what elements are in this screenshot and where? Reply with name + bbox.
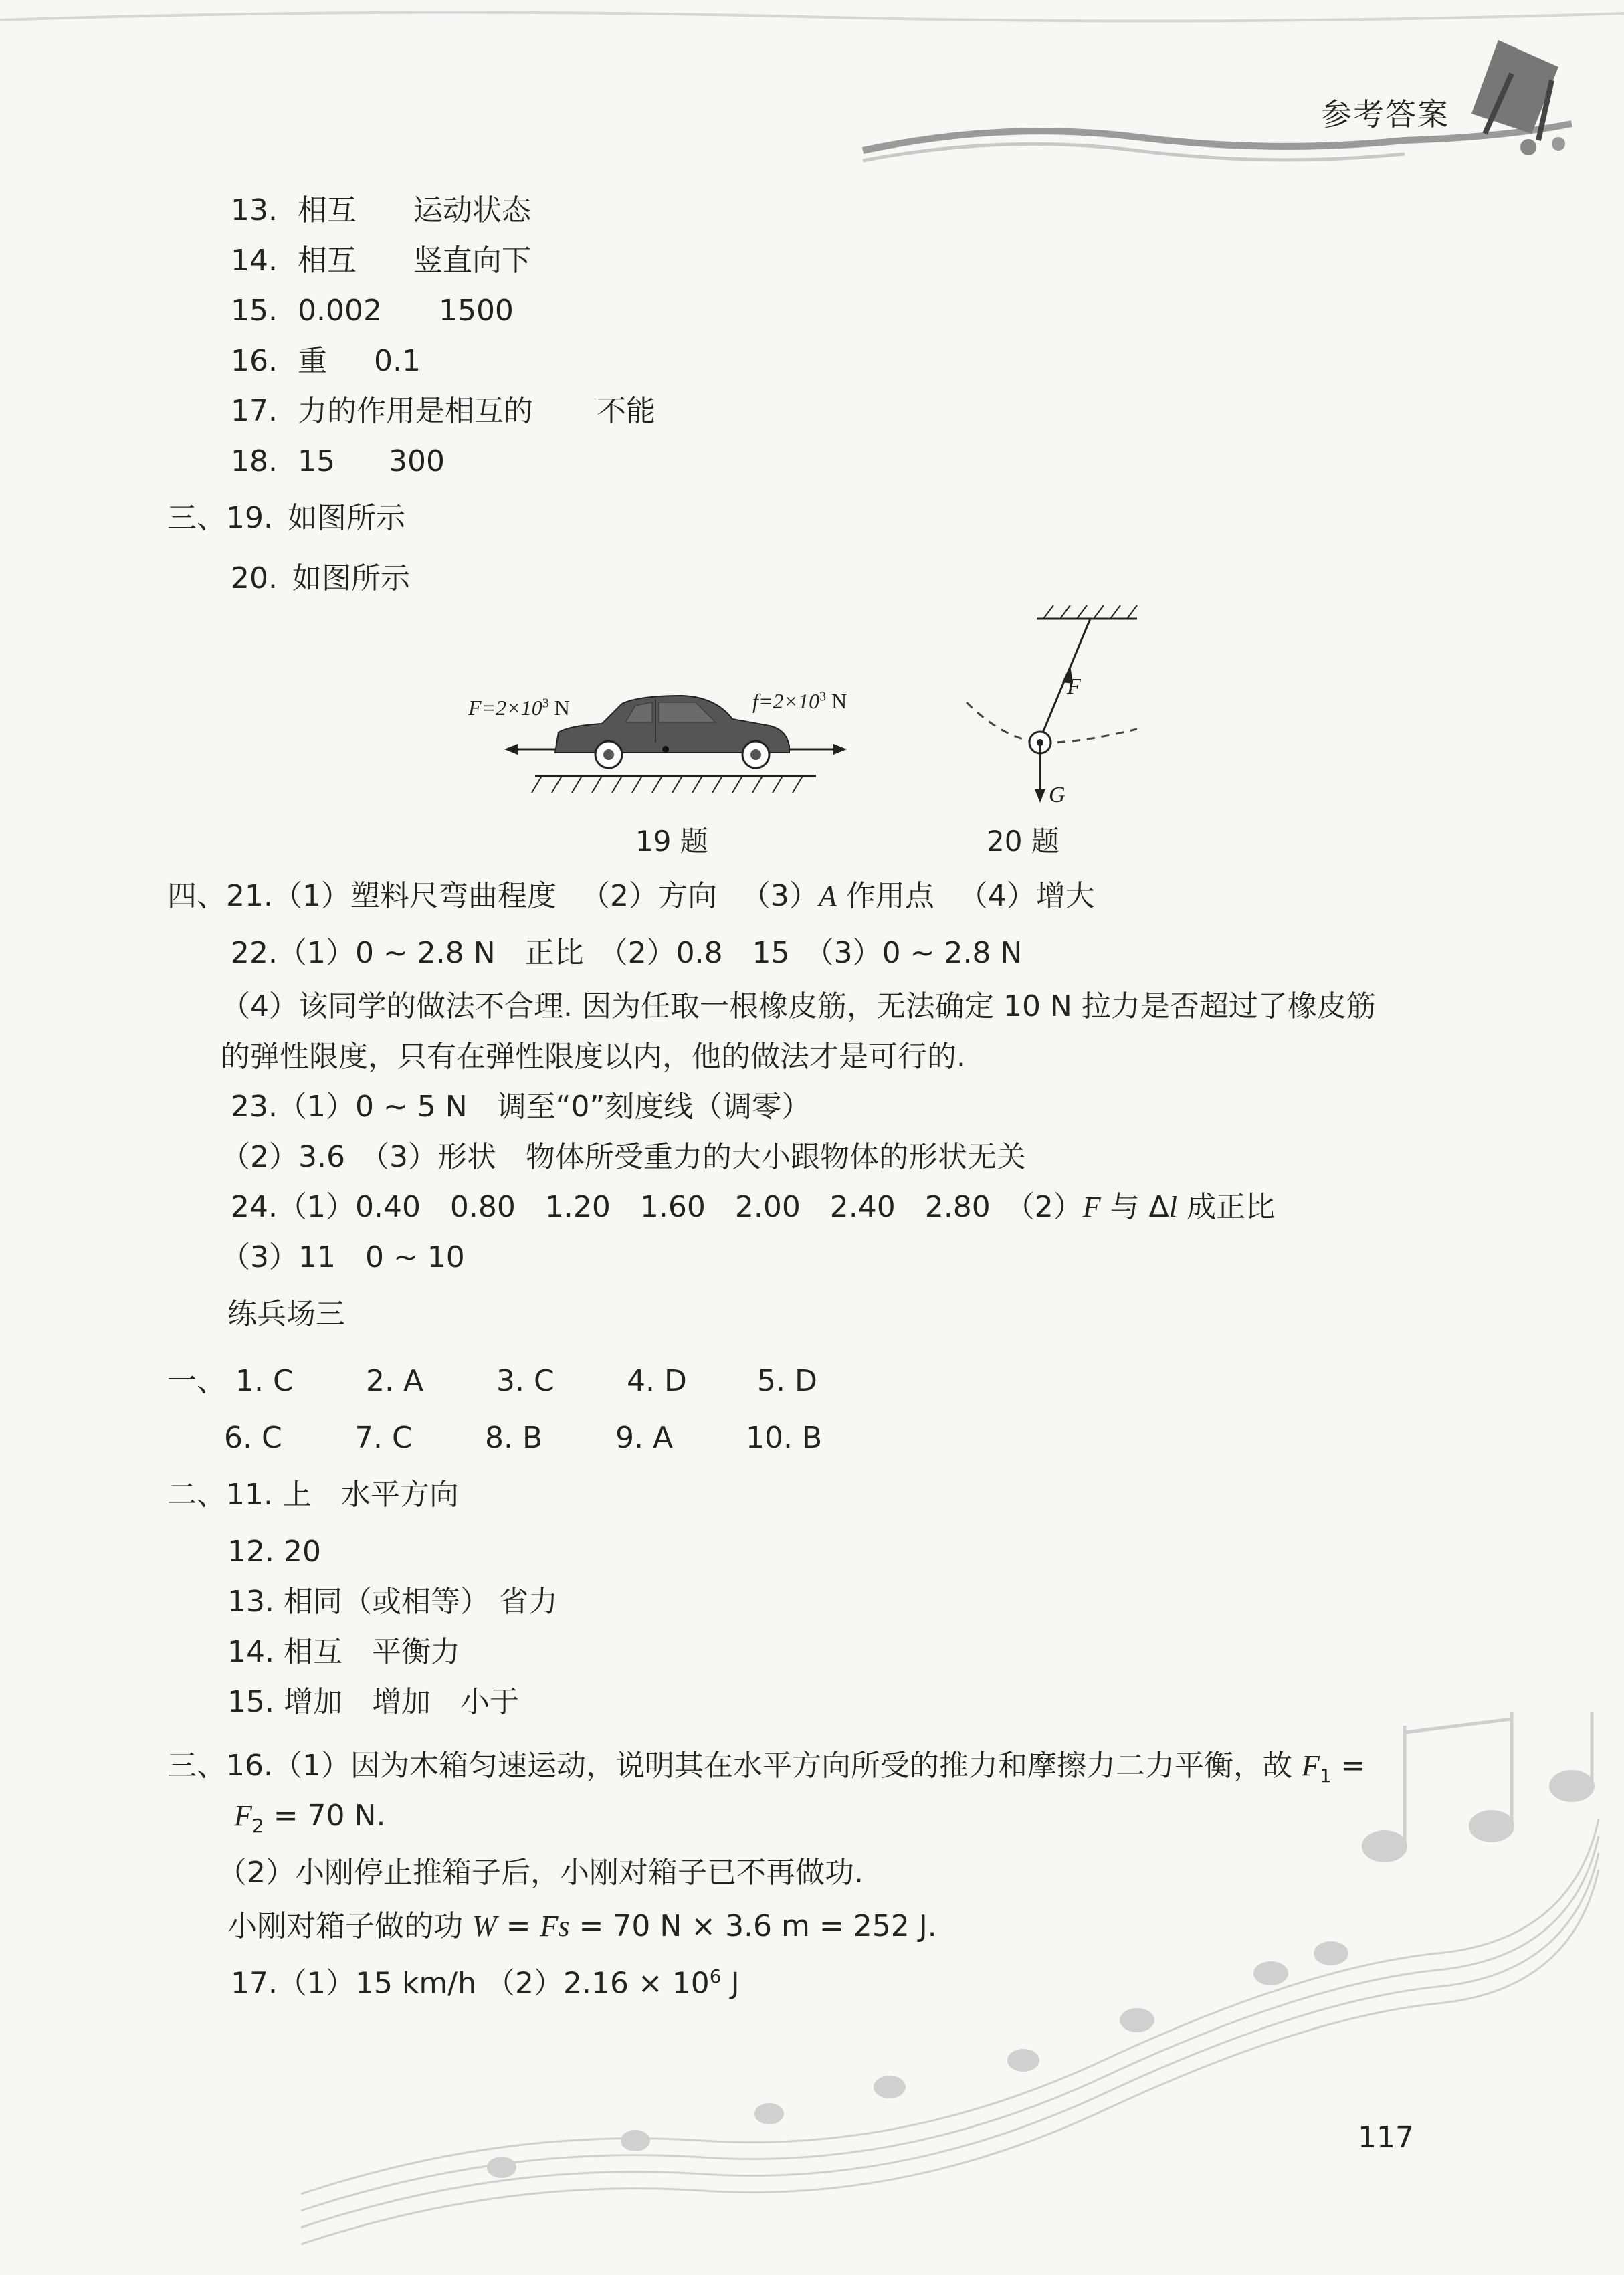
fill-q15: 15. 增加 增加 小于 <box>227 1685 519 1719</box>
label-F-push: $F=2\times 10^3$ N <box>468 696 570 720</box>
figure-20-caption: 20 题 <box>987 825 1059 858</box>
answer-line-24-1: 24.（1）0.40 0.80 1.20 1.60 2.00 2.40 2.80 （2）F 与 Δl 成正比 <box>231 1190 1275 1224</box>
answer-line-19: 三、19. 如图所示 <box>167 501 405 535</box>
answer-line-16: 16. 重 0.1 <box>231 344 421 378</box>
calc-q16-line1: 三、16.（1）因为木箱匀速运动，说明其在水平方向所受的推力和摩擦力二力平衡，故 $F_1$ = <box>167 1749 1366 1787</box>
label-G-gravity: G <box>1049 783 1065 807</box>
music-staff-decoration <box>301 1712 1624 2274</box>
answer-line-23-1: 23.（1）0 ~ 5 N 调至“0”刻度线（调零） <box>231 1090 811 1124</box>
fill-q11: 二、11. 上 水平方向 <box>167 1478 459 1512</box>
answer-line-17: 17. 力的作用是相互的 不能 <box>231 394 655 428</box>
fill-q14: 14. 相互 平衡力 <box>227 1635 460 1669</box>
answer-line-20: 20. 如图所示 <box>231 561 410 595</box>
calc-q16-line2: $F_2 = 70$ N. <box>234 1799 386 1837</box>
header-wave-decoration <box>0 0 1624 174</box>
answer-line-21: 四、21.（1）塑料尺弯曲程度 （2）方向 （3）A 作用点 （4）增大 <box>167 879 1095 913</box>
answer-line-22-1: 22.（1）0 ~ 2.8 N 正比 （2）0.8 15 （3）0 ~ 2.8 N <box>231 936 1023 970</box>
answer-line-22-3: 的弹性限度，只有在弹性限度以内，他的做法才是可行的. <box>221 1040 966 1074</box>
answer-line-18: 18. 15 300 <box>231 444 445 478</box>
label-F-tension: F <box>1067 674 1081 699</box>
calc-q16-line4: 小刚对箱子做的功 W = Fs = 70 N × 3.6 m = 252 J. <box>227 1909 937 1943</box>
figure-19-car-diagram <box>495 662 870 796</box>
mc-row-2: 6. C 7. C 8. B 9. A 10. B <box>224 1421 823 1455</box>
answer-line-23-2: （2）3.6 （3）形状 物体所受重力的大小跟物体的形状无关 <box>221 1140 1026 1174</box>
figure-19-caption: 19 题 <box>635 825 708 858</box>
ground-hatching <box>532 776 803 793</box>
answer-line-24-2: （3）11 0 ~ 10 <box>221 1240 465 1274</box>
calc-q17: 17.（1）15 km/h $(2)2.16 \times 10^6$ J <box>231 1965 740 2001</box>
gravity-arrowhead <box>1035 789 1045 803</box>
mc-row-1: 一、 1. C 2. A 3. C 4. D 5. D <box>167 1364 817 1398</box>
answer-line-13: 13. 相互 运动状态 <box>231 193 531 227</box>
answer-line-15: 15. 0.002 1500 <box>231 294 514 328</box>
left-arrowhead <box>504 744 518 755</box>
calc-q16-line3: （2）小刚停止推箱子后，小刚对箱子已不再做功. <box>217 1856 864 1890</box>
section-title-practice: 练兵场三 <box>227 1297 345 1331</box>
swing-arc <box>967 702 1137 743</box>
right-arrowhead <box>833 744 847 755</box>
header-label: 参考答案 <box>1321 96 1449 132</box>
label-f-friction: $f=2\times 10^3$ N <box>752 689 847 713</box>
fill-q13: 13. 相同（或相等） 省力 <box>227 1585 558 1619</box>
ceiling-hatching <box>1043 605 1137 619</box>
page-number: 117 <box>1358 2120 1414 2155</box>
answer-line-22-2: （4）该同学的做法不合理. 因为任取一根橡皮筋，无法确定 10 N 拉力是否超过了橡皮筋 <box>221 989 1376 1023</box>
answer-line-14: 14. 相互 竖直向下 <box>231 243 531 278</box>
fill-q12: 12. 20 <box>227 1535 321 1569</box>
